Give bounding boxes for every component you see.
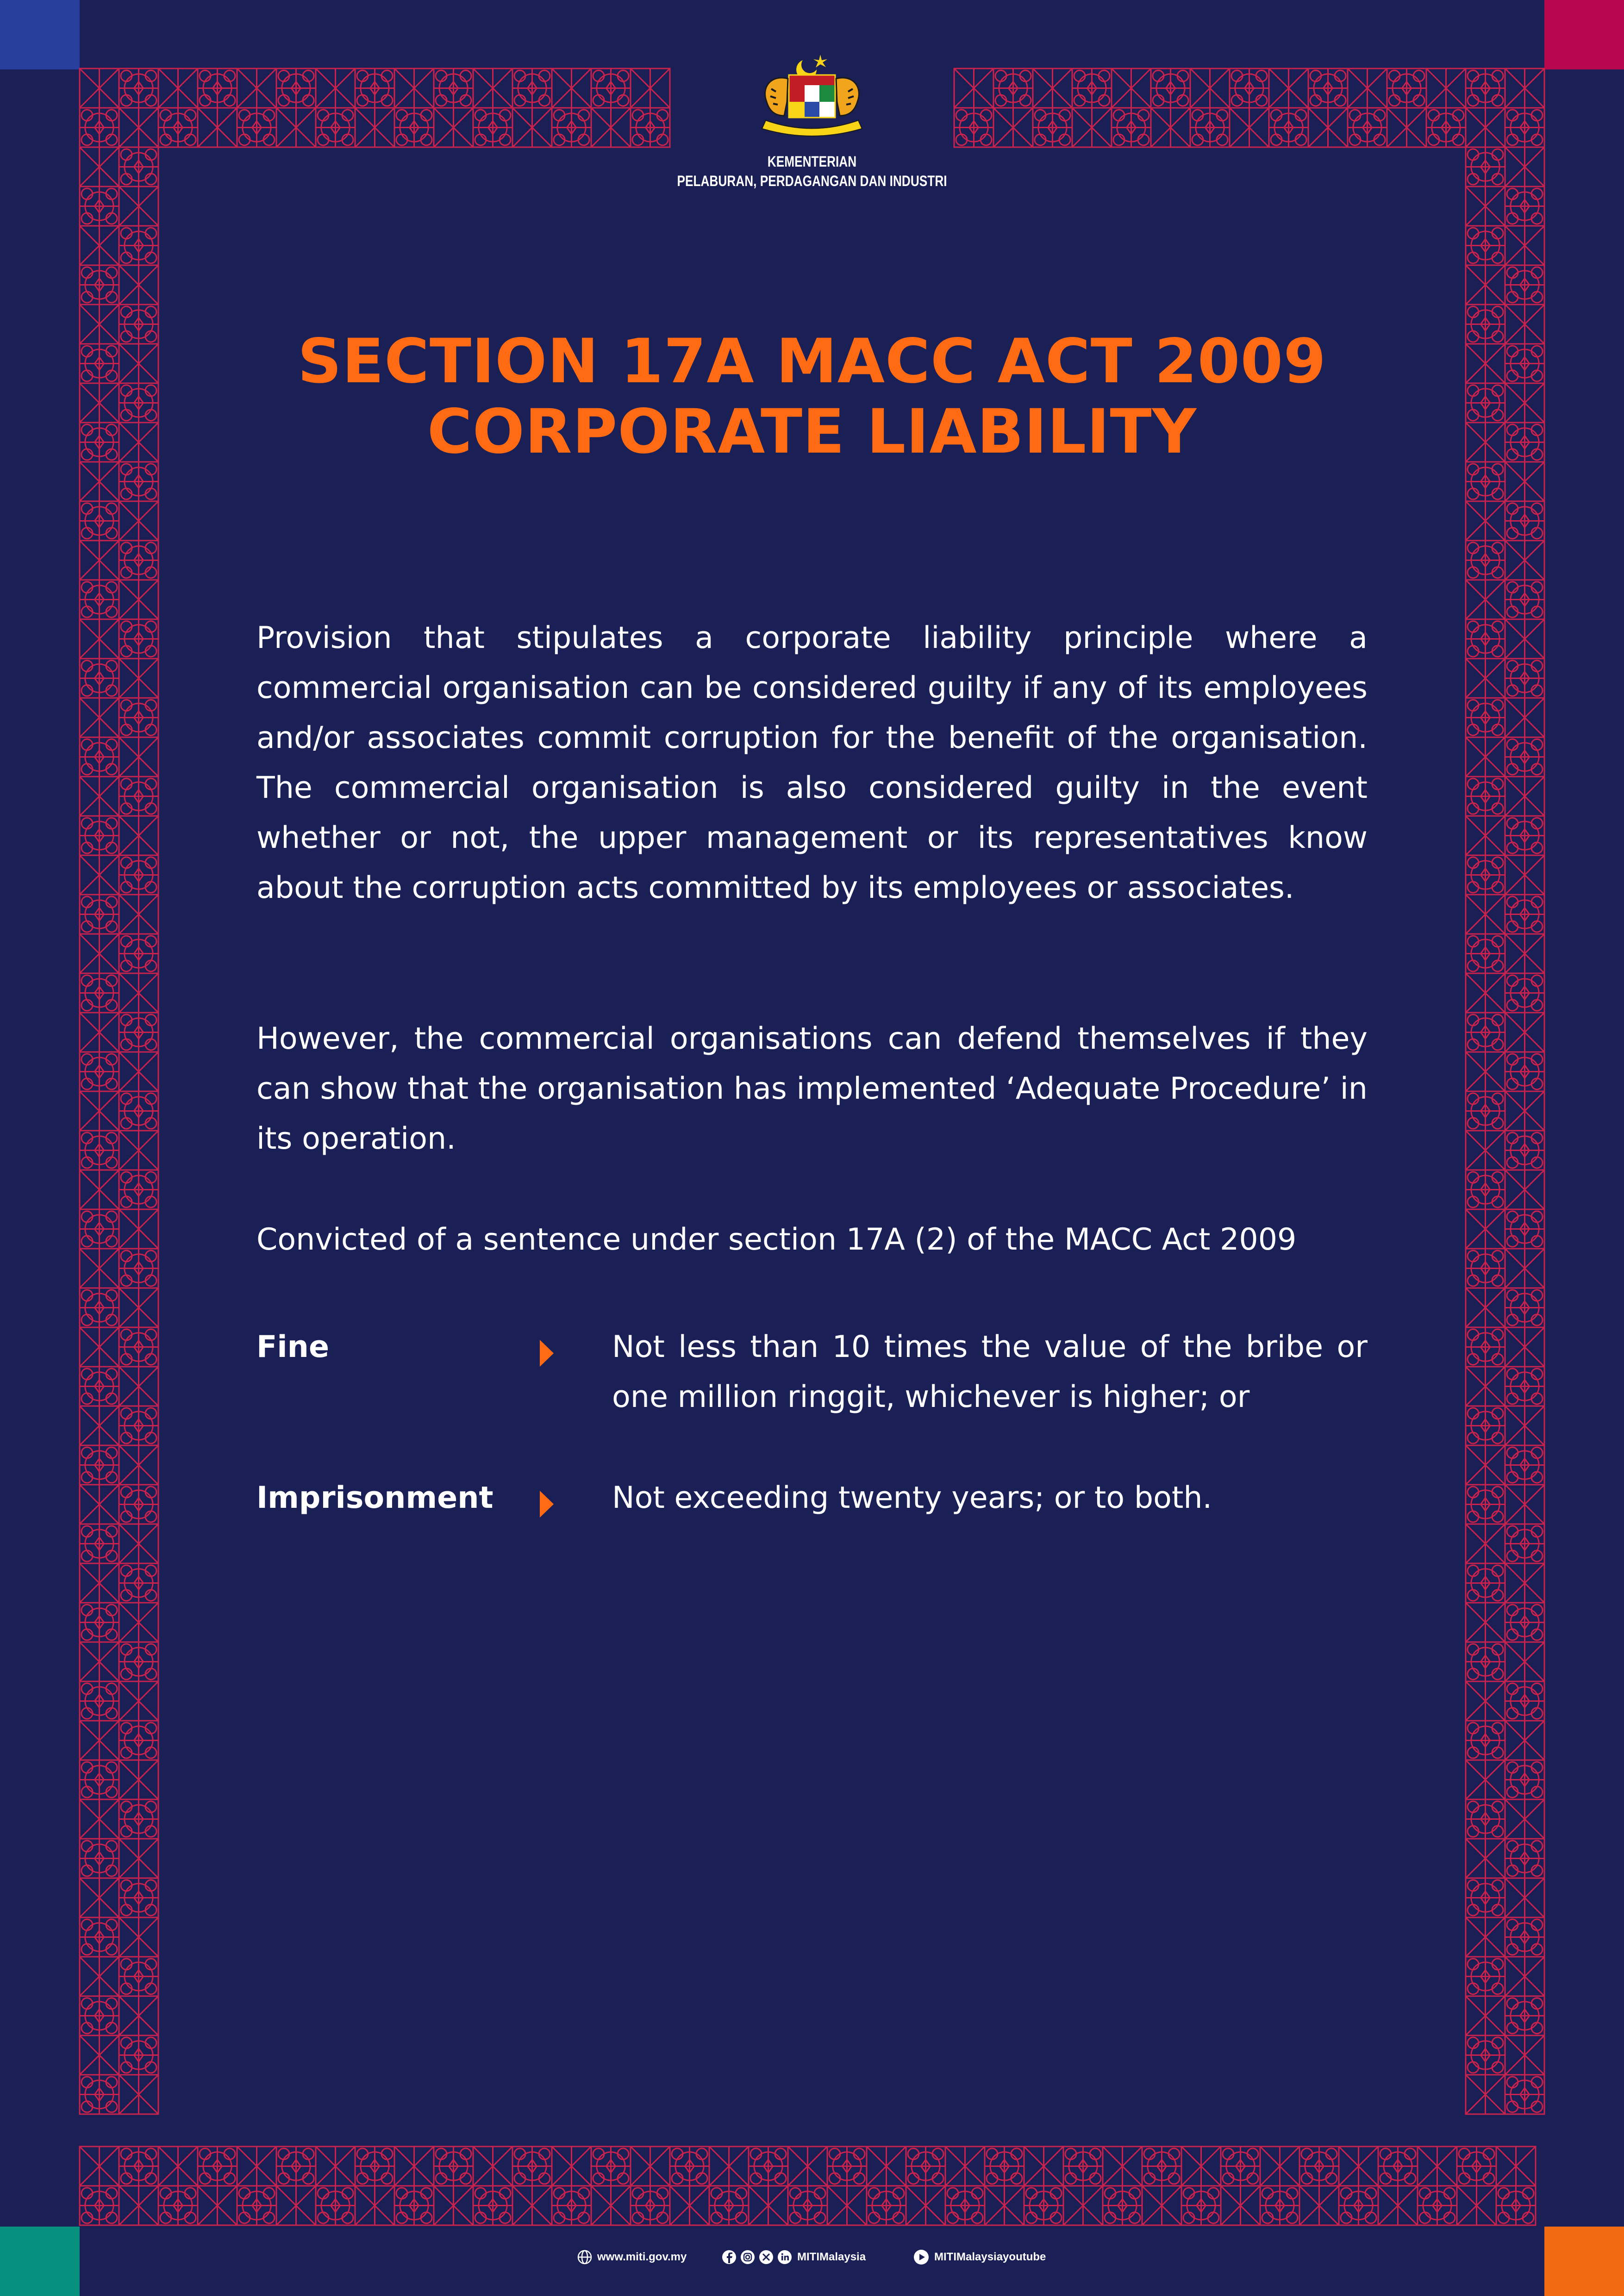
x-icon [758, 2249, 774, 2265]
facebook-icon [721, 2249, 737, 2265]
arrow-right-icon [538, 1490, 556, 1518]
website-url[interactable]: www.miti.gov.my [597, 2251, 687, 2263]
youtube-handle[interactable]: MITIMalaysiayoutube [934, 2251, 1046, 2263]
ministry-name-line2: PELABURAN, PERDAGANGAN DAN INDUSTRI [677, 173, 947, 189]
malaysia-coat-of-arms-icon [743, 46, 881, 139]
page-title [139, 326, 1485, 467]
linkedin-icon [777, 2249, 793, 2265]
title-line1: SECTION 17A MACC ACT 2009 [297, 326, 1327, 397]
paragraph-conviction: Convicted of a sentence under section 17A (2) of the MACC Act 2009 [256, 1222, 1297, 1257]
social-handle[interactable]: MITIMalaysia [797, 2251, 866, 2263]
youtube-play-icon [913, 2249, 930, 2265]
title-line2: CORPORATE LIABILITY [427, 396, 1197, 467]
ministry-name-line1: KEMENTERIAN [767, 153, 857, 170]
arrow-right-icon [538, 1339, 556, 1368]
penalty-value: Not less than 10 times the value of the bribe or one million ringgit, whichever is higher; or [612, 1330, 1368, 1414]
instagram-icon [740, 2249, 756, 2265]
ministry-name [625, 152, 999, 191]
globe-icon [577, 2249, 593, 2265]
footer [0, 2241, 1624, 2273]
penalty-value: Not exceeding twenty years; or to both. [612, 1481, 1212, 1515]
footer-youtube[interactable] [913, 2241, 1046, 2273]
penalty-label: Imprisonment [256, 1481, 493, 1515]
paragraph-provision: Provision that stipulates a corporate liability principle where a commercial organisation can be considered guilty if any of its employees and/or associates commit corruption for the benefit of the organisation. The commercial organisation is also considered guilty in the event whether or not, the upper management or its representatives know about the corruption acts committed by its employees or associates. [256, 621, 1368, 905]
paragraph-defence: However, the commercial organisations can defend themselves if they can show that the organisation has implemented ‘Adequate Procedure’ in its operation. [256, 1021, 1368, 1156]
footer-social[interactable] [721, 2241, 866, 2273]
penalty-label: Fine [256, 1330, 330, 1364]
footer-website[interactable] [577, 2241, 687, 2273]
